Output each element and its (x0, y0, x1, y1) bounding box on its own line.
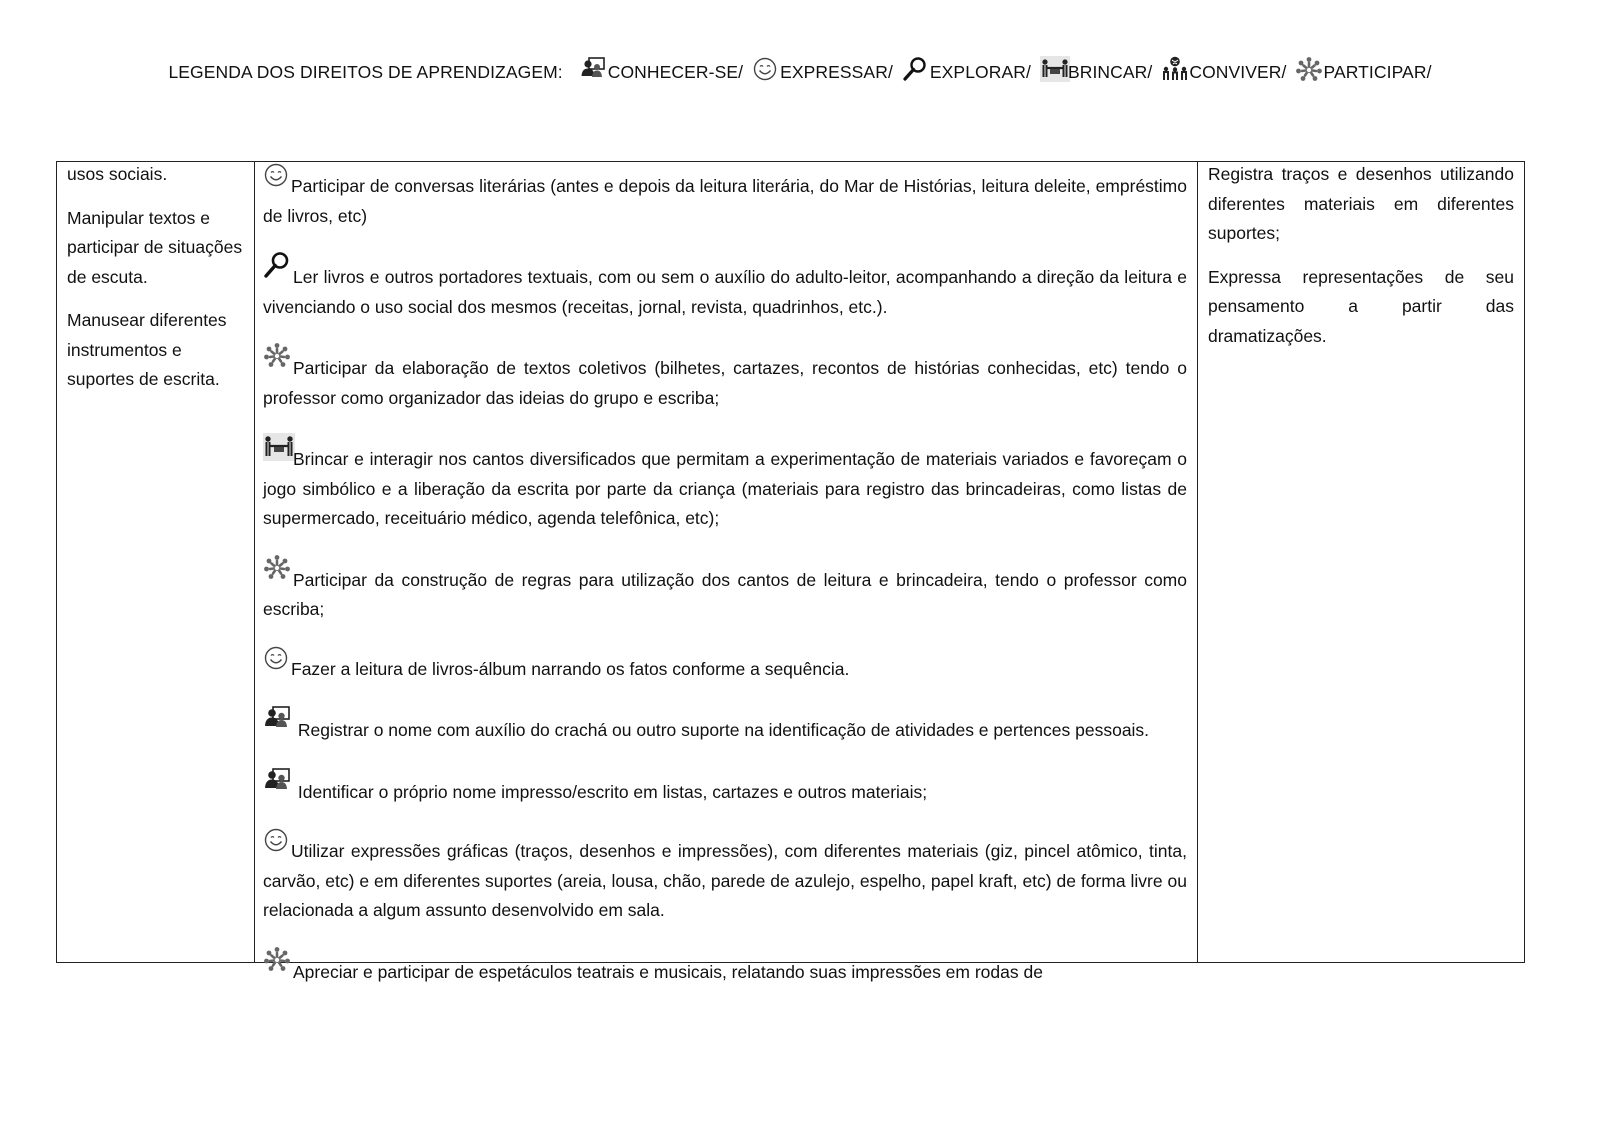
children-playing-icon (1040, 56, 1066, 82)
people-circle-icon (263, 946, 291, 974)
smiley-icon (263, 645, 289, 671)
legend-label: EXPLORAR/ (929, 62, 1031, 82)
activity-text: Participar da construção de regras para utilização dos cantos de leitura e brincadeira, tendo o professor como escriba; (263, 569, 1187, 619)
objective-text: Manipular textos e participar de situações de escuta. (67, 207, 243, 287)
legend-item-explorar (900, 62, 1036, 82)
legend-item-expressar (750, 62, 898, 82)
objective-text: usos sociais. (67, 164, 168, 184)
activity-text: Ler livros e outros portadores textuais, com ou sem o auxílio do adulto-leitor, acompanhando a direção da leitura e vivenciando o uso social dos mesmos (receitas, jornal, revista, quadrinhos, etc.). (263, 267, 1187, 317)
legend-item-participar (1293, 62, 1431, 82)
legend-label: CONHECER-SE/ (607, 62, 744, 82)
people-circle-icon (263, 342, 291, 370)
legend-label: PARTICIPAR/ (1323, 62, 1432, 82)
activity-item (263, 251, 1187, 322)
activities-column (255, 162, 1198, 982)
magnifier-icon (902, 56, 928, 82)
assessment-text: Registra traços e desenhos utilizando diferentes materiais em diferentes suportes; (1208, 164, 1514, 243)
legend-item-conhecer-se (578, 62, 748, 82)
legend-label: EXPRESSAR/ (780, 62, 893, 82)
activity-text: Identificar o próprio nome impresso/escrito em listas, cartazes e outros materiais; (293, 781, 928, 802)
globe-people-icon (1161, 56, 1187, 82)
person-frame-icon (580, 56, 606, 82)
person-frame-icon (263, 766, 291, 794)
legend-label: CONVIVER/ (1189, 62, 1287, 82)
legend-header (0, 56, 1600, 83)
activity-item (263, 946, 1187, 988)
activity-text: Apreciar e participar de espetáculos teatrais e musicais, relatando suas impressões em rodas de (293, 961, 1043, 982)
children-playing-icon (263, 433, 291, 461)
legend-title: LEGENDA DOS DIREITOS DE APRENDIZAGEM: (168, 62, 563, 82)
activity-text: Brincar e interagir nos cantos diversificados que permitam a experimentação de materiais variados e favoreçam o jogo simbólico e a liberação da escrita por parte da criança (materiais para registro das brincadeiras, como listas de supermercado, receituário médico, agenda telefônica, etc); (263, 449, 1187, 528)
activity-text: Participar de conversas literárias (antes e depois da leitura literária, do Mar de Histórias, leitura deleite, empréstimo de livros, etc) (263, 176, 1187, 226)
legend-label: BRINCAR/ (1067, 62, 1153, 82)
people-circle-icon (263, 554, 291, 582)
activity-item (263, 162, 1187, 231)
smiley-icon (263, 827, 289, 853)
activity-text: Fazer a leitura de livros-álbum narrando os fatos conforme a sequência. (291, 658, 850, 679)
objective-text: Manusear diferentes instrumentos e suportes de escrita. (67, 310, 227, 389)
magnifier-icon (263, 251, 291, 279)
activity-text: Utilizar expressões gráficas (traços, desenhos e impressões), com diferentes materiais (giz, pincel atômico, tinta, carvão, etc) e em diferentes suportes (areia, lousa, chão, parede de azulejo, espelho, papel kraft, etc) de forma livre ou relacionada a algum assunto desenvolvido em sala. (263, 841, 1187, 920)
activity-item (263, 704, 1187, 746)
activity-item (263, 766, 1187, 808)
content-table (56, 161, 1525, 982)
activity-item (263, 645, 1187, 685)
smiley-icon (263, 162, 289, 188)
activity-item (263, 342, 1187, 413)
activity-text: Registrar o nome com auxílio do crachá ou outro suporte na identificação de atividades e pertences pessoais. (293, 720, 1150, 740)
objectives-column (57, 162, 255, 962)
activity-item (263, 554, 1187, 625)
legend-item-conviver (1159, 62, 1291, 82)
activity-item (263, 827, 1187, 926)
assessment-text: Expressa representações de seu pensamento a partir das dramatizações. (1208, 266, 1514, 346)
assessment-column (1198, 162, 1524, 962)
people-circle-icon (1295, 56, 1321, 82)
activity-item (263, 433, 1187, 534)
legend-item-brincar (1038, 62, 1157, 82)
smiley-icon (752, 56, 778, 82)
person-frame-icon (263, 704, 291, 732)
activity-text: Participar da elaboração de textos coletivos (bilhetes, cartazes, recontos de histórias conhecidas, etc) tendo o professor como organizador das ideias do grupo e escriba; (263, 358, 1187, 408)
